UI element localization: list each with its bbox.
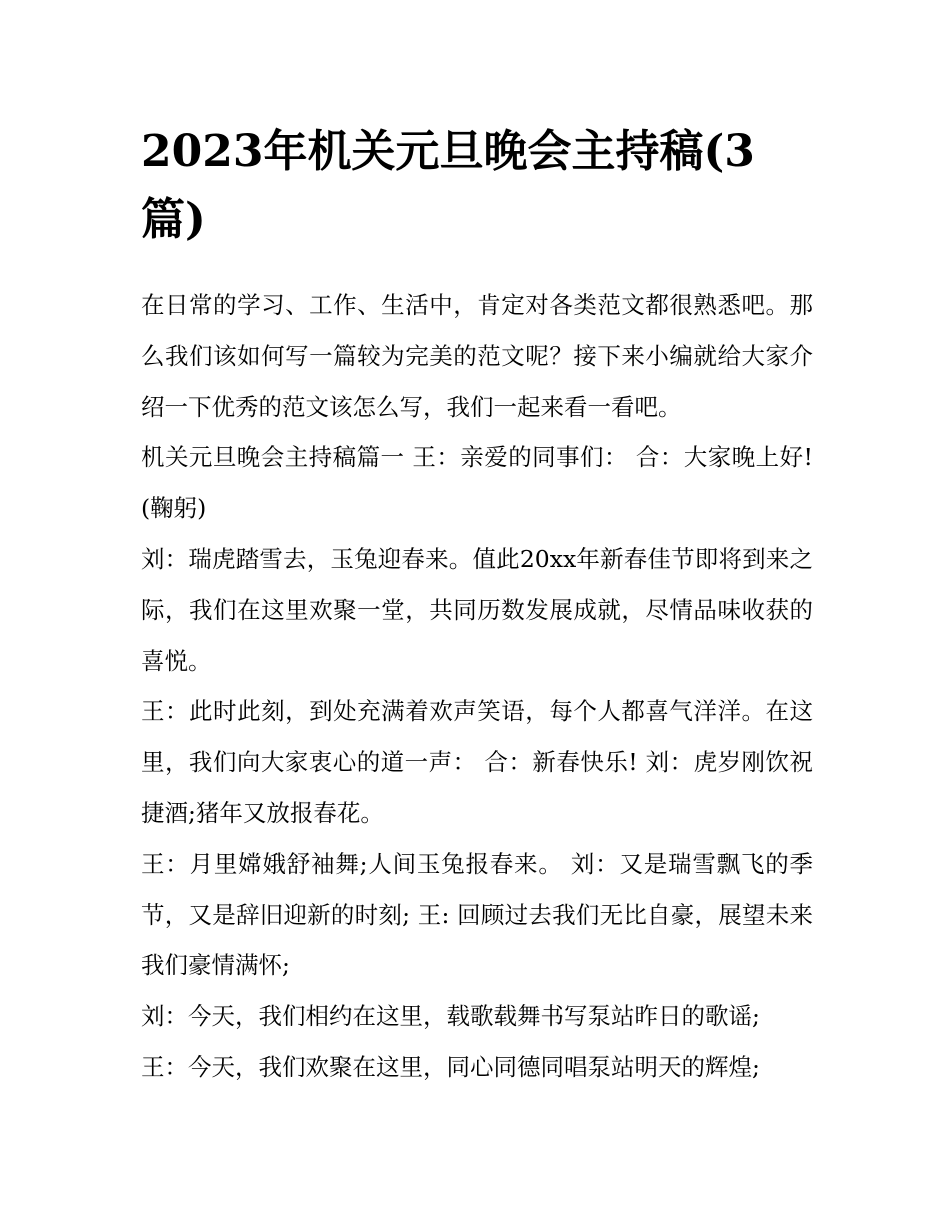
- paragraph-wang-2: 王：月里嫦娥舒袖舞;人间玉兔报春来。 刘：又是瑞雪飘飞的季节，又是辞旧迎新的时刻; 王: 回顾过去我们无比自豪，展望未来我们豪情满怀;: [141, 849, 813, 980]
- paragraph-wang-3: 王：今天，我们欢聚在这里，同心同德同唱泵站明天的辉煌;: [141, 1052, 760, 1081]
- document-content: [141, 118, 813, 1093]
- document-title: 2023年机关元旦晚会主持稿(3篇): [141, 126, 755, 245]
- paragraph-intro: 在日常的学习、工作、生活中，肯定对各类范文都很熟悉吧。那么我们该如何写一篇较为完美的范文呢？接下来小编就给大家介绍一下优秀的范文该怎么写，我们一起来看一看吧。: [141, 291, 813, 421]
- paragraph-opening: 机关元旦晚会主持稿篇一 王：亲爱的同事们： 合：大家晚上好!(鞠躬): [141, 443, 813, 523]
- paragraph-wang-1: 王：此时此刻，到处充满着欢声笑语，每个人都喜气洋洋。在这里，我们向大家衷心的道一声： 合：新春快乐! 刘：虎岁刚饮祝捷酒;猪年又放报春花。: [141, 697, 813, 827]
- paragraph-liu-1: 刘：瑞虎踏雪去，玉兔迎春来。值此20xx年新春佳节即将到来之际，我们在这里欢聚一堂，共同历数发展成就，尽情品味收获的喜悦。: [141, 544, 813, 675]
- document-body: [141, 280, 813, 1093]
- paragraph-liu-2: 刘：今天，我们相约在这里，载歌载舞书写泵站昨日的歌谣;: [141, 1002, 760, 1031]
